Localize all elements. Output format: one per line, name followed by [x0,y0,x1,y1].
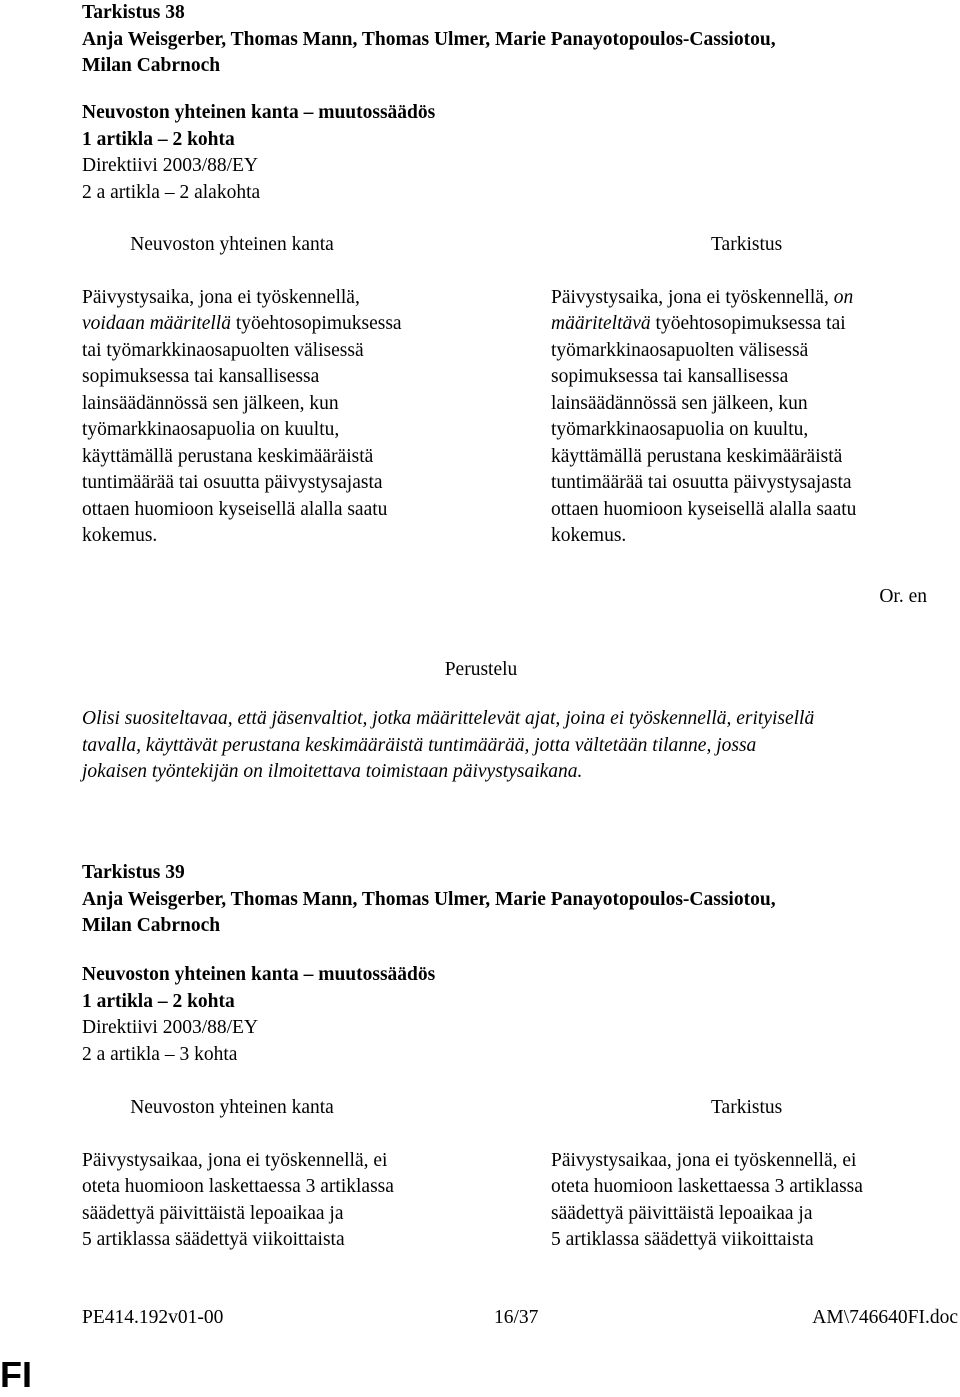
text-run: Päivystysaikaa, jona ei työskennellä, ei [551,1149,857,1171]
amendment-text [551,285,951,550]
text-line [82,1174,482,1201]
text-run: säädettyä päivittäistä lepoaikaa ja [82,1202,344,1224]
text-line [82,285,482,312]
justification-line-2: tavalla, käyttävät perustana keskimääräistä tuntimäärää, jotta vältetään tilanne, jossa [82,734,757,756]
footer-file-name: AM\746640FI.doc [812,1307,958,1328]
text-run: käyttämällä perustana keskimääräistä [551,445,843,467]
council-position-column [82,1095,482,1254]
text-run: tuntimäärää tai osuutta päivystysajasta [551,472,852,493]
amendment-heading: Tarkistus [711,1097,783,1118]
text-run: tai työmarkkinaosapuolten välisessä [82,339,364,361]
amendment-authors-line-2: Milan Cabrnoch [82,915,221,936]
original-language: Or. en [879,586,927,607]
emphasized-text: voidaan määritellä [82,313,231,334]
text-line [82,497,482,524]
text-run: työehtosopimuksessa tai [650,313,846,334]
amendment-text [551,1148,951,1254]
text-run: kokemus. [551,525,627,546]
justification-line-1: Olisi suositeltavaa, että jäsenvaltiot, jotka määrittelevät ajat, joina ei työskennellä, erityisellä [82,708,815,729]
text-run: 5 artiklassa säädettyä viikoittaista [82,1229,345,1250]
text-line [551,338,951,365]
text-run: kokemus. [82,525,158,546]
text-line [551,497,951,524]
amendment-authors-line-1: Anja Weisgerber, Thomas Mann, Thomas Ulmer, Marie Panayotopoulos-Cassiotou, [82,888,776,910]
text-line [551,523,951,550]
amendment-column [551,232,951,550]
text-line [551,470,951,497]
amendment-number: Tarkistus 38 [82,2,185,23]
justification-text [82,706,960,786]
text-line [551,417,951,444]
council-position-text [82,1148,482,1254]
justification-line-3: jokaisen työntekijän on ilmoitettava toimistaan päivystysaikana. [82,761,583,782]
amendment-heading: Tarkistus [711,234,783,255]
amendment-column [551,1095,951,1254]
text-run: työehtosopimuksessa [230,313,402,334]
text-run: säädettyä päivittäistä lepoaikaa ja [551,1202,813,1224]
text-run: 5 artiklassa säädettyä viikoittaista [551,1229,814,1250]
text-run: työmarkkinaosapuolia on kuultu, [551,419,809,440]
text-line [551,1174,951,1201]
footer-page-number: 16/37 [494,1307,539,1328]
text-run: oteta huomioon laskettaessa 3 artiklassa [82,1176,394,1197]
text-run: Päivystysaikaa, jona ei työskennellä, ei [82,1149,388,1171]
council-position-heading: Neuvoston yhteinen kanta [130,1097,334,1118]
text-line [82,1227,482,1254]
text-line [551,1201,951,1228]
text-line [551,444,951,471]
text-run: ottaen huomioon kyseisellä alalla saatu [82,498,388,520]
amendment-38-reference [82,100,932,206]
directive-line-2: 2 a artikla – 2 alakohta [82,181,261,203]
language-code: FI [0,1354,32,1395]
text-line [551,364,951,391]
reference-line-2: 1 artikla – 2 kohta [82,990,235,1012]
text-run: ottaen huomioon kyseisellä alalla saatu [551,498,857,520]
text-line [551,285,951,312]
text-run: työmarkkinaosapuolten välisessä [551,339,809,361]
directive-line-1: Direktiivi 2003/88/EY [82,155,259,176]
amendment-authors-line-1: Anja Weisgerber, Thomas Mann, Thomas Ulmer, Marie Panayotopoulos-Cassiotou, [82,28,776,50]
text-line [551,311,951,338]
emphasized-text: on [833,286,854,308]
text-line [82,1148,482,1175]
text-run: Päivystysaika, jona ei työskennellä, [551,286,834,308]
text-run: lainsäädännössä sen jälkeen, kun [551,392,808,414]
justification-heading: Perustelu [444,659,518,680]
text-run: tuntimäärää tai osuutta päivystysajasta [82,472,383,493]
amendment-number: Tarkistus 39 [82,862,185,883]
page-footer [82,1305,958,1333]
council-position-heading: Neuvoston yhteinen kanta [130,234,334,255]
text-run: oteta huomioon laskettaessa 3 artiklassa [551,1176,863,1197]
text-line [551,1227,951,1254]
text-run: lainsäädännössä sen jälkeen, kun [82,392,339,414]
reference-line-2: 1 artikla – 2 kohta [82,128,235,150]
text-run: sopimuksessa tai kansallisessa [551,366,789,387]
amendment-39-header [82,860,932,940]
council-position-column [82,232,482,550]
reference-line-1: Neuvoston yhteinen kanta – muutossäädös [82,102,436,123]
text-line [82,523,482,550]
amendment-39-reference [82,962,932,1068]
text-line [82,444,482,471]
footer-doc-ref: PE414.192v01-00 [82,1307,224,1328]
text-line [82,338,482,365]
text-run: sopimuksessa tai kansallisessa [82,366,320,387]
text-run: työmarkkinaosapuolia on kuultu, [82,419,340,440]
text-line [82,364,482,391]
text-line [82,311,482,338]
reference-line-1: Neuvoston yhteinen kanta – muutossäädös [82,964,436,985]
directive-line-1: Direktiivi 2003/88/EY [82,1017,259,1038]
text-line [82,470,482,497]
emphasized-text: määriteltävä [551,313,651,334]
text-line [82,417,482,444]
text-run: käyttämällä perustana keskimääräistä [82,445,374,467]
amendment-38-header [82,0,932,80]
text-line [551,1148,951,1175]
text-line [82,1201,482,1228]
directive-line-2: 2 a artikla – 3 kohta [82,1043,238,1065]
text-run: Päivystysaika, jona ei työskennellä, [82,286,360,308]
council-position-text [82,285,482,550]
amendment-authors-line-2: Milan Cabrnoch [82,55,221,76]
text-line [551,391,951,418]
text-line [82,391,482,418]
